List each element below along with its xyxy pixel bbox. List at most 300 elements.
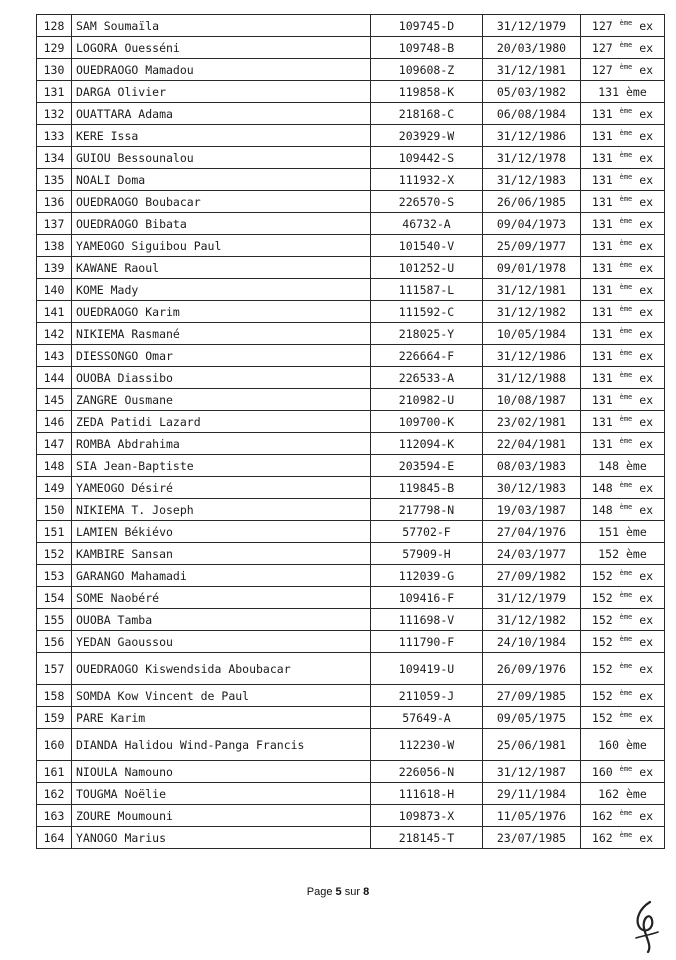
results-table <box>36 14 665 849</box>
rank-value: 127 <box>591 18 613 33</box>
birth-date: 25/09/1977 <box>483 235 581 257</box>
birth-date: 29/11/1984 <box>483 783 581 805</box>
birth-date: 10/08/1987 <box>483 389 581 411</box>
row-number: 153 <box>37 565 72 587</box>
rank-superscript: ème <box>619 634 633 643</box>
table-row <box>37 477 665 499</box>
person-name: KAMBIRE Sansan <box>72 543 371 565</box>
rank-suffix: ex <box>639 502 654 517</box>
rank-value: 127 <box>591 62 613 77</box>
birth-date: 09/05/1975 <box>483 707 581 729</box>
matricule: 111592-C <box>371 301 483 323</box>
rank-suffix: ex <box>639 260 654 275</box>
birth-date: 20/03/1980 <box>483 37 581 59</box>
rank-value: 152 <box>591 590 613 605</box>
birth-date: 09/04/1973 <box>483 213 581 235</box>
rank <box>581 213 665 235</box>
table-row <box>37 543 665 565</box>
rank-suffix: ex <box>639 830 654 845</box>
rank-value: 152 <box>591 661 613 676</box>
table-row <box>37 191 665 213</box>
matricule: 226570-S <box>371 191 483 213</box>
birth-date: 05/03/1982 <box>483 81 581 103</box>
row-number: 146 <box>37 411 72 433</box>
rank-superscript: ème <box>619 502 633 511</box>
person-name: OUEDRAOGO Bibata <box>72 213 371 235</box>
table-row <box>37 37 665 59</box>
person-name: SAM Soumaïla <box>72 15 371 37</box>
person-name: ROMBA Abdrahima <box>72 433 371 455</box>
page-footer <box>0 886 676 898</box>
person-name: NIKIEMA Rasmané <box>72 323 371 345</box>
rank-suffix: ème <box>625 458 647 473</box>
rank-value: 131 <box>591 282 613 297</box>
rank-value: 131 <box>598 84 620 99</box>
rank-superscript: ème <box>619 62 633 71</box>
rank-value: 131 <box>591 304 613 319</box>
rank-superscript: ème <box>619 370 633 379</box>
person-name: NIKIEMA T. Joseph <box>72 499 371 521</box>
rank <box>581 729 665 761</box>
rank-value: 131 <box>591 150 613 165</box>
rank <box>581 15 665 37</box>
birth-date: 31/12/1981 <box>483 279 581 301</box>
matricule: 112039-G <box>371 565 483 587</box>
birth-date: 31/12/1986 <box>483 345 581 367</box>
row-number: 162 <box>37 783 72 805</box>
rank <box>581 521 665 543</box>
table-row <box>37 685 665 707</box>
rank-suffix: ex <box>639 370 654 385</box>
person-name: DARGA Olivier <box>72 81 371 103</box>
birth-date: 09/01/1978 <box>483 257 581 279</box>
table-row <box>37 125 665 147</box>
birth-date: 11/05/1976 <box>483 805 581 827</box>
birth-date: 23/07/1985 <box>483 827 581 849</box>
rank-suffix: ex <box>639 688 654 703</box>
matricule: 109873-X <box>371 805 483 827</box>
row-number: 141 <box>37 301 72 323</box>
rank-value: 131 <box>591 172 613 187</box>
table-row <box>37 213 665 235</box>
rank-suffix: ex <box>639 661 654 676</box>
matricule: 218168-C <box>371 103 483 125</box>
matricule: 111587-L <box>371 279 483 301</box>
matricule: 111618-H <box>371 783 483 805</box>
rank-suffix: ex <box>639 326 654 341</box>
rank-value: 162 <box>598 786 620 801</box>
rank-superscript: ème <box>619 348 633 357</box>
table-row <box>37 455 665 477</box>
birth-date: 31/12/1986 <box>483 125 581 147</box>
matricule: 217798-N <box>371 499 483 521</box>
rank-suffix: ex <box>639 590 654 605</box>
rank-value: 160 <box>591 764 613 779</box>
row-number: 149 <box>37 477 72 499</box>
rank-suffix: ex <box>639 480 654 495</box>
rank-superscript: ème <box>619 414 633 423</box>
person-name: OUEDRAOGO Boubacar <box>72 191 371 213</box>
row-number: 143 <box>37 345 72 367</box>
birth-date: 26/06/1985 <box>483 191 581 213</box>
table-row <box>37 235 665 257</box>
rank-suffix: ex <box>639 150 654 165</box>
rank-superscript: ème <box>619 216 633 225</box>
row-number: 150 <box>37 499 72 521</box>
rank <box>581 761 665 783</box>
row-number: 139 <box>37 257 72 279</box>
rank <box>581 389 665 411</box>
matricule: 218025-Y <box>371 323 483 345</box>
rank <box>581 455 665 477</box>
rank-superscript: ème <box>619 808 633 817</box>
rank-superscript: ème <box>619 128 633 137</box>
rank-suffix: ex <box>639 62 654 77</box>
rank-value: 148 <box>598 458 620 473</box>
rank-value: 131 <box>591 238 613 253</box>
row-number: 134 <box>37 147 72 169</box>
table-row <box>37 433 665 455</box>
rank-value: 131 <box>591 436 613 451</box>
person-name: KAWANE Raoul <box>72 257 371 279</box>
matricule: 57909-H <box>371 543 483 565</box>
row-number: 142 <box>37 323 72 345</box>
rank-superscript: ème <box>619 304 633 313</box>
rank <box>581 103 665 125</box>
rank <box>581 499 665 521</box>
matricule: 112094-K <box>371 433 483 455</box>
row-number: 128 <box>37 15 72 37</box>
birth-date: 31/12/1987 <box>483 761 581 783</box>
rank-value: 152 <box>591 634 613 649</box>
row-number: 158 <box>37 685 72 707</box>
birth-date: 24/10/1984 <box>483 631 581 653</box>
person-name: TOUGMA Noëlie <box>72 783 371 805</box>
table-row <box>37 783 665 805</box>
table-row <box>37 301 665 323</box>
rank-superscript: ème <box>619 830 633 839</box>
rank <box>581 543 665 565</box>
table-row <box>37 367 665 389</box>
rank-superscript: ème <box>619 688 633 697</box>
rank-value: 131 <box>591 128 613 143</box>
person-name: KERE Issa <box>72 125 371 147</box>
rank-value: 131 <box>591 106 613 121</box>
birth-date: 23/02/1981 <box>483 411 581 433</box>
table-row <box>37 729 665 761</box>
person-name: YANOGO Marius <box>72 827 371 849</box>
footer-sur-label: sur <box>344 886 361 898</box>
row-number: 154 <box>37 587 72 609</box>
birth-date: 31/12/1979 <box>483 15 581 37</box>
row-number: 132 <box>37 103 72 125</box>
rank <box>581 805 665 827</box>
row-number: 148 <box>37 455 72 477</box>
row-number: 145 <box>37 389 72 411</box>
birth-date: 31/12/1978 <box>483 147 581 169</box>
rank-suffix: ex <box>639 216 654 231</box>
birth-date: 10/05/1984 <box>483 323 581 345</box>
table-row <box>37 609 665 631</box>
birth-date: 31/12/1988 <box>483 367 581 389</box>
matricule: 111790-F <box>371 631 483 653</box>
rank-value: 131 <box>591 392 613 407</box>
matricule: 101540-V <box>371 235 483 257</box>
row-number: 164 <box>37 827 72 849</box>
rank-suffix: ex <box>639 710 654 725</box>
rank-suffix: ex <box>639 392 654 407</box>
person-name: DIANDA Halidou Wind-Panga Francis <box>72 729 371 761</box>
table-row <box>37 169 665 191</box>
matricule: 226664-F <box>371 345 483 367</box>
rank-suffix: ex <box>639 172 654 187</box>
rank-superscript: ème <box>619 590 633 599</box>
rank <box>581 257 665 279</box>
rank-superscript: ème <box>619 612 633 621</box>
rank-suffix: ème <box>625 84 647 99</box>
person-name: GUIOU Bessounalou <box>72 147 371 169</box>
rank <box>581 323 665 345</box>
rank <box>581 631 665 653</box>
rank <box>581 433 665 455</box>
rank-value: 131 <box>591 326 613 341</box>
rank-value: 131 <box>591 194 613 209</box>
birth-date: 25/06/1981 <box>483 729 581 761</box>
rank <box>581 169 665 191</box>
rank-value: 162 <box>591 830 613 845</box>
birth-date: 27/09/1985 <box>483 685 581 707</box>
rank-suffix: ex <box>639 238 654 253</box>
matricule: 101252-U <box>371 257 483 279</box>
birth-date: 27/04/1976 <box>483 521 581 543</box>
rank-superscript: ème <box>619 764 633 773</box>
table-row <box>37 805 665 827</box>
table-row <box>37 81 665 103</box>
table-row <box>37 389 665 411</box>
rank-suffix: ex <box>639 194 654 209</box>
rank-superscript: ème <box>619 238 633 247</box>
row-number: 147 <box>37 433 72 455</box>
rank-suffix: ex <box>639 40 654 55</box>
person-name: ZANGRE Ousmane <box>72 389 371 411</box>
matricule: 109700-K <box>371 411 483 433</box>
rank-suffix: ème <box>625 546 647 561</box>
table-row <box>37 587 665 609</box>
rank-suffix: ex <box>639 348 654 363</box>
row-number: 136 <box>37 191 72 213</box>
rank <box>581 827 665 849</box>
matricule: 57649-A <box>371 707 483 729</box>
rank-value: 152 <box>598 546 620 561</box>
rank-superscript: ème <box>619 194 633 203</box>
handwritten-initial <box>628 898 662 954</box>
rank <box>581 345 665 367</box>
rank <box>581 235 665 257</box>
rank-suffix: ex <box>639 106 654 121</box>
rank-superscript: ème <box>619 568 633 577</box>
rank <box>581 279 665 301</box>
footer-total-pages: 8 <box>363 886 370 898</box>
rank-superscript: ème <box>619 326 633 335</box>
rank <box>581 147 665 169</box>
table-row <box>37 15 665 37</box>
row-number: 152 <box>37 543 72 565</box>
matricule: 203929-W <box>371 125 483 147</box>
matricule: 46732-A <box>371 213 483 235</box>
rank <box>581 81 665 103</box>
birth-date: 06/08/1984 <box>483 103 581 125</box>
matricule: 226533-A <box>371 367 483 389</box>
person-name: SIA Jean-Baptiste <box>72 455 371 477</box>
person-name: PARE Karim <box>72 707 371 729</box>
rank-superscript: ème <box>619 392 633 401</box>
row-number: 163 <box>37 805 72 827</box>
rank <box>581 565 665 587</box>
row-number: 129 <box>37 37 72 59</box>
matricule: 109748-B <box>371 37 483 59</box>
row-number: 135 <box>37 169 72 191</box>
birth-date: 27/09/1982 <box>483 565 581 587</box>
rank-value: 148 <box>591 480 613 495</box>
footer-current-page: 5 <box>335 886 342 898</box>
person-name: ZOURE Moumouni <box>72 805 371 827</box>
rank-value: 131 <box>591 348 613 363</box>
rank-superscript: ème <box>619 282 633 291</box>
rank-superscript: ème <box>619 661 633 670</box>
rank <box>581 411 665 433</box>
rank-superscript: ème <box>619 106 633 115</box>
person-name: OUATTARA Adama <box>72 103 371 125</box>
matricule: 109419-U <box>371 653 483 685</box>
row-number: 137 <box>37 213 72 235</box>
person-name: OUOBA Tamba <box>72 609 371 631</box>
rank-value: 151 <box>598 524 620 539</box>
birth-date: 30/12/1983 <box>483 477 581 499</box>
person-name: LOGORA Ouesséni <box>72 37 371 59</box>
rank-value: 127 <box>591 40 613 55</box>
matricule: 119858-K <box>371 81 483 103</box>
table-row <box>37 59 665 81</box>
rank-value: 162 <box>591 808 613 823</box>
birth-date: 08/03/1983 <box>483 455 581 477</box>
rank-value: 152 <box>591 688 613 703</box>
table-row <box>37 631 665 653</box>
rank-suffix: ex <box>639 764 654 779</box>
rank-suffix: ex <box>639 18 654 33</box>
rank <box>581 707 665 729</box>
rank-value: 152 <box>591 612 613 627</box>
rank-suffix: ex <box>639 634 654 649</box>
row-number: 138 <box>37 235 72 257</box>
table-row <box>37 761 665 783</box>
rank <box>581 783 665 805</box>
rank-suffix: ème <box>625 737 647 752</box>
rank-value: 152 <box>591 710 613 725</box>
matricule: 112230-W <box>371 729 483 761</box>
person-name: YEDAN Gaoussou <box>72 631 371 653</box>
person-name: OUEDRAOGO Mamadou <box>72 59 371 81</box>
rank <box>581 191 665 213</box>
person-name: KOME Mady <box>72 279 371 301</box>
rank-value: 131 <box>591 414 613 429</box>
matricule: 109416-F <box>371 587 483 609</box>
rank-value: 131 <box>591 370 613 385</box>
rank-superscript: ème <box>619 480 633 489</box>
row-number: 157 <box>37 653 72 685</box>
rank-superscript: ème <box>619 150 633 159</box>
rank <box>581 477 665 499</box>
row-number: 130 <box>37 59 72 81</box>
table-row <box>37 827 665 849</box>
rank <box>581 37 665 59</box>
person-name: OUOBA Diassibo <box>72 367 371 389</box>
table-row <box>37 345 665 367</box>
birth-date: 26/09/1976 <box>483 653 581 685</box>
row-number: 161 <box>37 761 72 783</box>
rank-value: 131 <box>591 260 613 275</box>
table-row <box>37 411 665 433</box>
rank-value: 160 <box>598 737 620 752</box>
row-number: 156 <box>37 631 72 653</box>
rank <box>581 301 665 323</box>
rank-suffix: ex <box>639 808 654 823</box>
matricule: 218145-T <box>371 827 483 849</box>
birth-date: 31/12/1982 <box>483 301 581 323</box>
row-number: 155 <box>37 609 72 631</box>
matricule: 226056-N <box>371 761 483 783</box>
person-name: OUEDRAOGO Karim <box>72 301 371 323</box>
birth-date: 24/03/1977 <box>483 543 581 565</box>
person-name: NIOULA Namouno <box>72 761 371 783</box>
matricule: 211059-J <box>371 685 483 707</box>
row-number: 131 <box>37 81 72 103</box>
birth-date: 31/12/1979 <box>483 587 581 609</box>
person-name: ZEDA Patidi Lazard <box>72 411 371 433</box>
birth-date: 22/04/1981 <box>483 433 581 455</box>
rank <box>581 367 665 389</box>
row-number: 144 <box>37 367 72 389</box>
rank <box>581 685 665 707</box>
rank-superscript: ème <box>619 260 633 269</box>
table-row <box>37 257 665 279</box>
table-row <box>37 103 665 125</box>
rank <box>581 653 665 685</box>
birth-date: 31/12/1981 <box>483 59 581 81</box>
rank-suffix: ème <box>625 524 647 539</box>
rank <box>581 59 665 81</box>
rank-value: 148 <box>591 502 613 517</box>
person-name: YAMEOGO Siguibou Paul <box>72 235 371 257</box>
rank-suffix: ex <box>639 282 654 297</box>
matricule: 109745-D <box>371 15 483 37</box>
birth-date: 19/03/1987 <box>483 499 581 521</box>
row-number: 133 <box>37 125 72 147</box>
table-row <box>37 323 665 345</box>
table-row <box>37 279 665 301</box>
matricule: 109442-S <box>371 147 483 169</box>
table-row <box>37 707 665 729</box>
rank-superscript: ème <box>619 710 633 719</box>
matricule: 111698-V <box>371 609 483 631</box>
rank-superscript: ème <box>619 18 633 27</box>
matricule: 111932-X <box>371 169 483 191</box>
matricule: 203594-E <box>371 455 483 477</box>
matricule: 57702-F <box>371 521 483 543</box>
rank-value: 152 <box>591 568 613 583</box>
rank-superscript: ème <box>619 172 633 181</box>
row-number: 140 <box>37 279 72 301</box>
rank-superscript: ème <box>619 436 633 445</box>
